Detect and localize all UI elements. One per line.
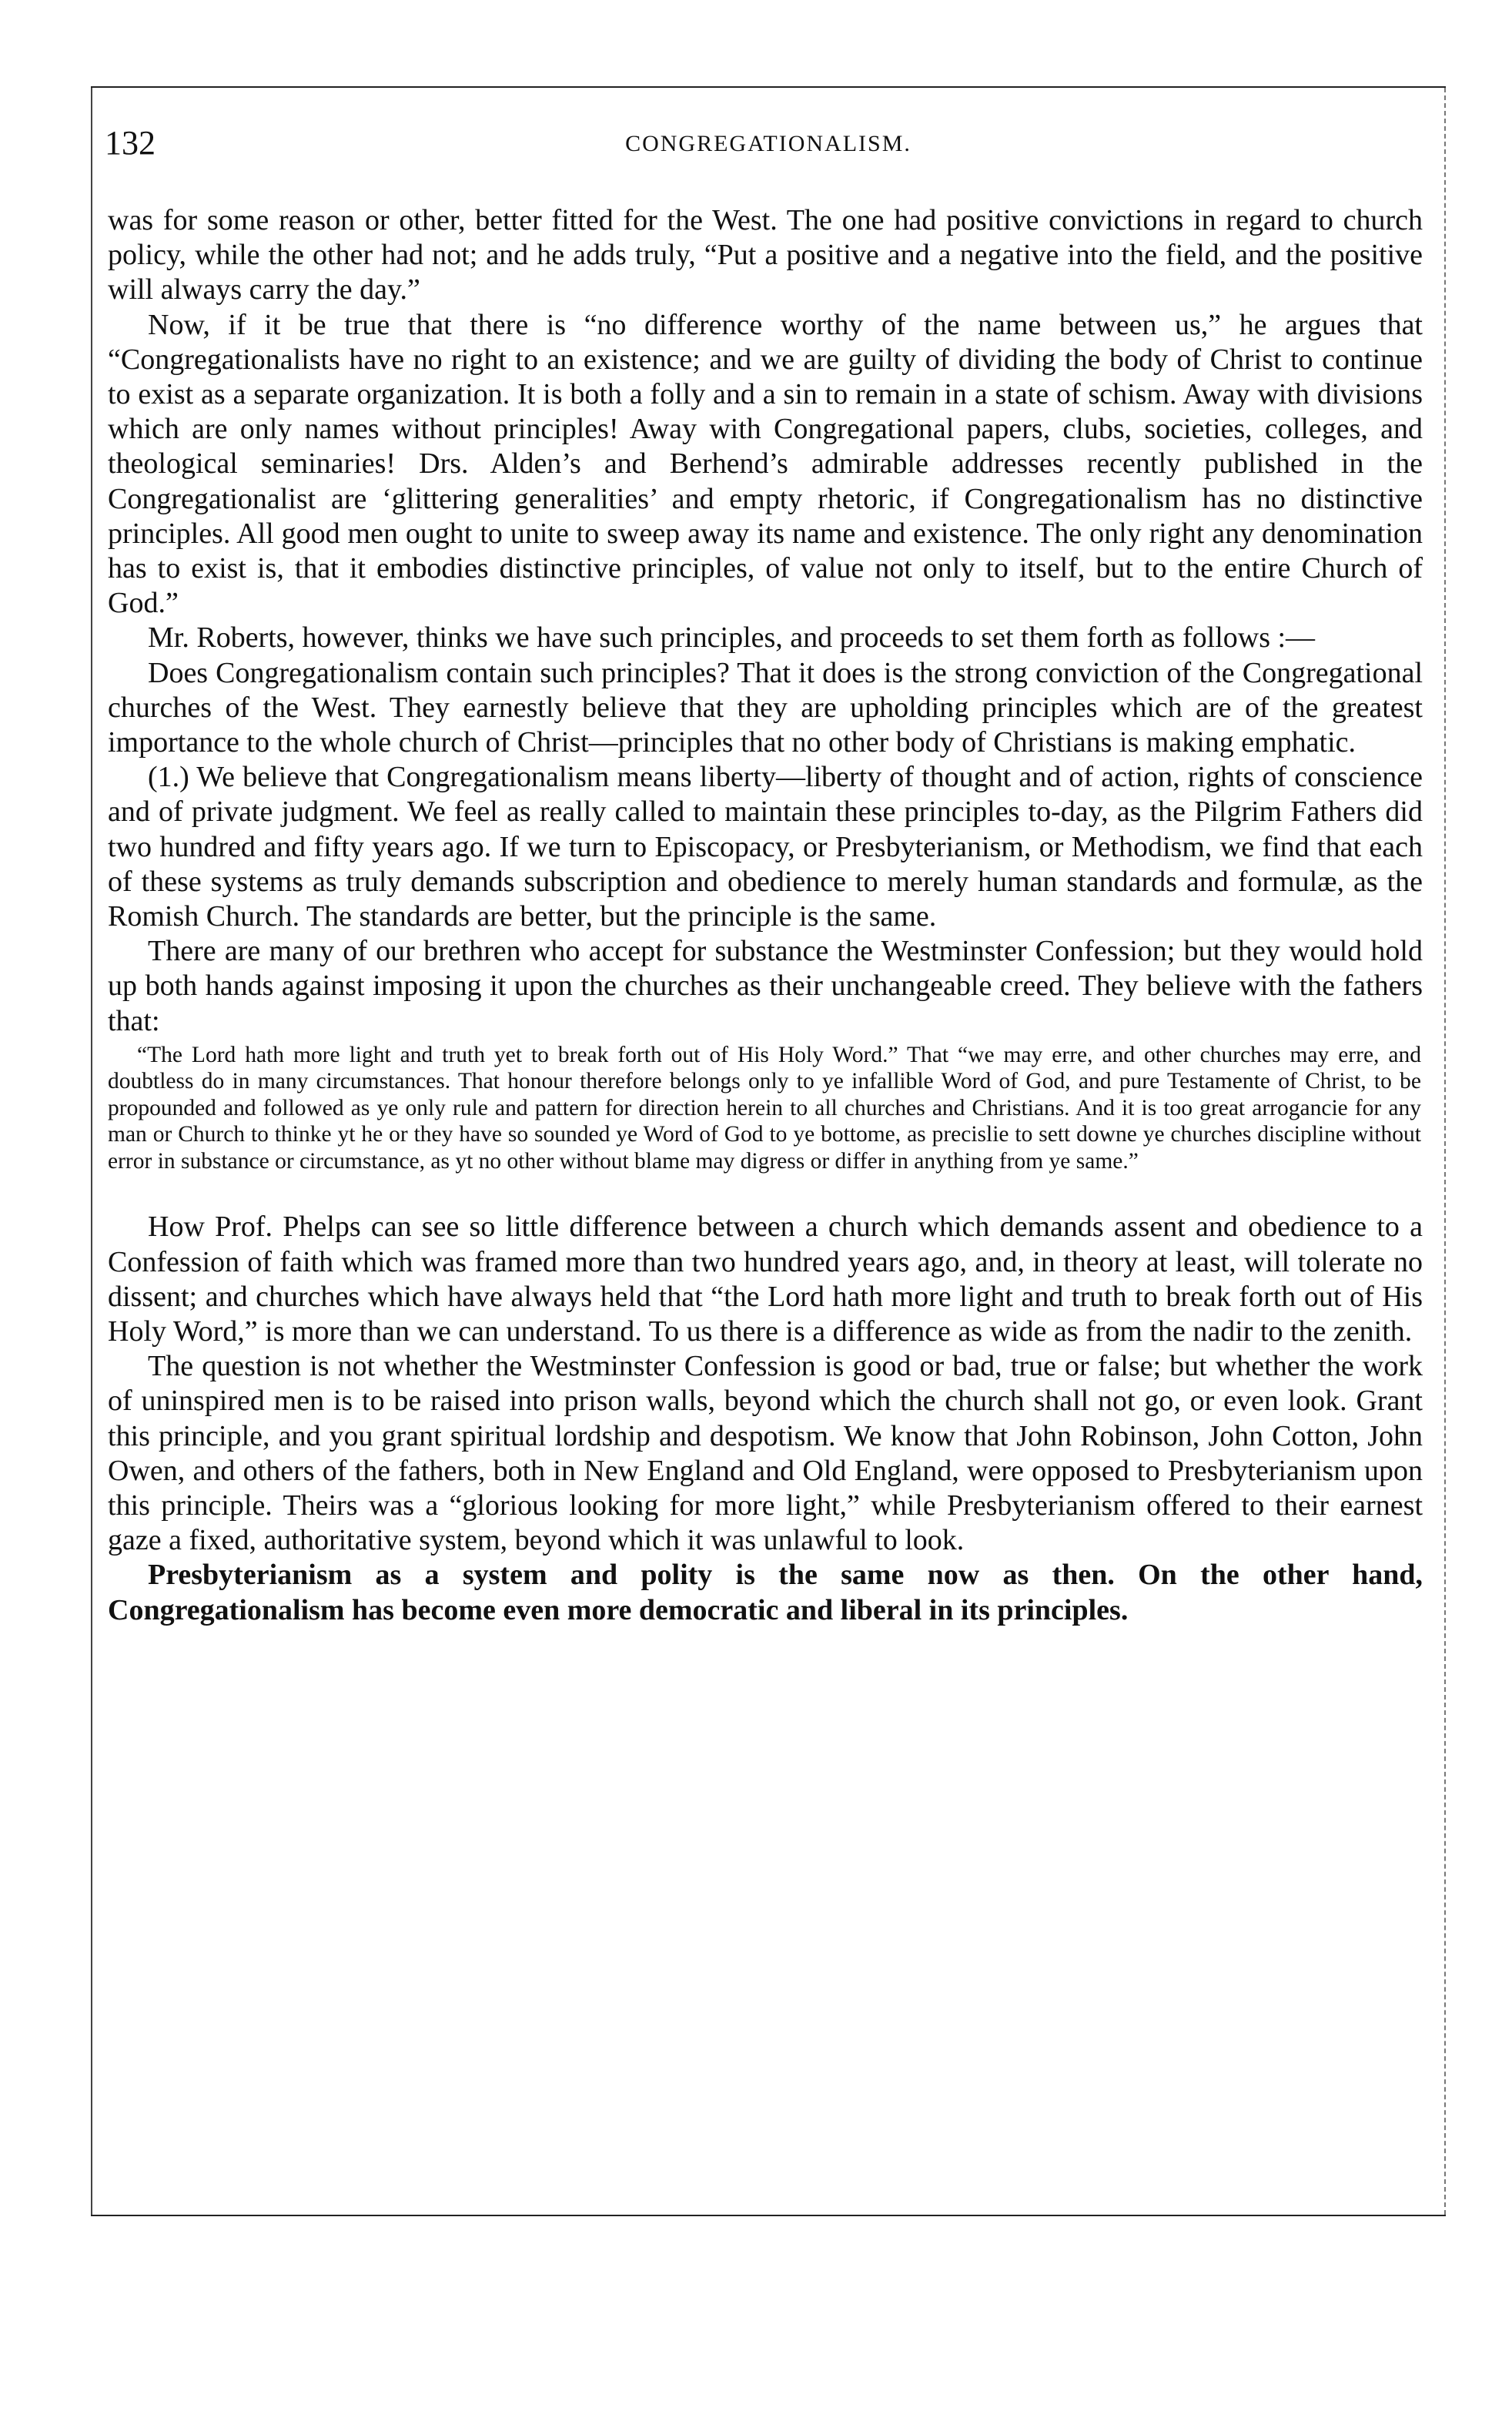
paragraph-4: Does Congregationalism contain such principles? That it does is the strong conviction of the Congregational churches of the West. They earnestly believe that they are upholding principles which are of the greatest importance to the whole church of Christ—principles that no other body of Christians is making emphatic. (108, 656, 1423, 759)
body-text (108, 203, 1423, 1628)
book-page (91, 86, 1446, 2216)
page-number: 132 (105, 124, 156, 162)
paragraph-2: Now, if it be true that there is “no difference worthy of the name between us,” he argues that “Congregationalists have no right to an existence; and we are guilty of dividing the body of Christ to continue to exist as a separate organization. It is both a folly and a sin to remain in a state of schism. Away with divisions which are only names without principles! Away with Congregational papers, clubs, societies, colleges, and theological seminaries! Drs. Alden’s and Berhend’s admirable addresses recently published in the Congregationalist are ‘glittering generalities’ and empty rhetoric, if Congregationalism has no distinctive principles. All good men ought to unite to sweep away its name and existence. The only right any denomination has to exist is, that it embodies distinctive principles, of value not only to itself, but to the entire Church of God.” (108, 308, 1423, 620)
paragraph-9: Presbyterianism as a system and polity is the same now as then. On the other hand, Congregationalism has become even more democratic and liberal in its principles. (108, 1559, 1423, 1626)
paragraph-1: was for some reason or other, better fitted for the West. The one had positive convictions in regard to church policy, while the other had not; and he adds truly, “Put a positive and a negative into the field, and the positive will always carry the day.” (108, 204, 1423, 306)
block-quote: “The Lord hath more light and truth yet to break forth out of His Holy Word.” That “we may erre, and other churches may erre, and doubtless do in many circumstances. That honour therefore belongs only to ye infallible Word of God, and pure Testamente of Christ, to be propounded and followed as ye only rule and pattern for direction herein to all churches and Christians. And it is too great arrogancie for any man or Church to thinke yt he or they have so sounded ye Word of God to ye bottome, as precislie to sett downe ye churches discipline without error in substance or circumstance, as yt no other without blame may digress or differ in anything from ye same.” (108, 1042, 1421, 1174)
paragraph-5: (1.) We believe that Congregationalism means liberty—liberty of thought and of action, rights of conscience and of private judgment. We feel as really called to maintain these principles to-day, as the Pilgrim Fathers did two hundred and fifty years ago. If we turn to Episcopacy, or Presbyterianism, or Methodism, we find that each of these systems as truly demands subscription and obedience to merely human standards and formulæ, as the Romish Church. The standards are better, but the principle is the same. (108, 761, 1423, 933)
page-header (105, 123, 1432, 169)
paragraph-7: How Prof. Phelps can see so little difference between a church which demands assent and obedience to a Confession of faith which was framed more than two hundred years ago, and, in theory at least, will tolerate no dissent; and churches which have always held that “the Lord hath more light and truth to break forth out of His Holy Word,” is more than we can understand. To us there is a difference as wide as from the nadir to the zenith. (108, 1211, 1423, 1348)
paragraph-6: There are many of our brethren who accept for substance the Westminster Confession; but they would hold up both hands against imposing it upon the churches as their unchangeable creed. They believe with the fathers that: (108, 935, 1423, 1037)
running-head: CONGREGATIONALISM. (625, 131, 912, 156)
paragraph-3: Mr. Roberts, however, thinks we have such principles, and proceeds to set them forth as follows :— (148, 621, 1316, 655)
paragraph-8: The question is not whether the Westminster Confession is good or bad, true or false; but whether the work of uninspired men is to be raised into prison walls, beyond which the church shall not go, or even look. Grant this principle, and you grant spiritual lordship and despotism. We know that John Robinson, John Cotton, John Owen, and others of the fathers, both in New England and Old England, were opposed to Presbyterianism upon this principle. Theirs was a “glorious looking for more light,” while Presbyterianism offered to their earnest gaze a fixed, authoritative system, beyond which it was unlawful to look. (108, 1350, 1423, 1557)
